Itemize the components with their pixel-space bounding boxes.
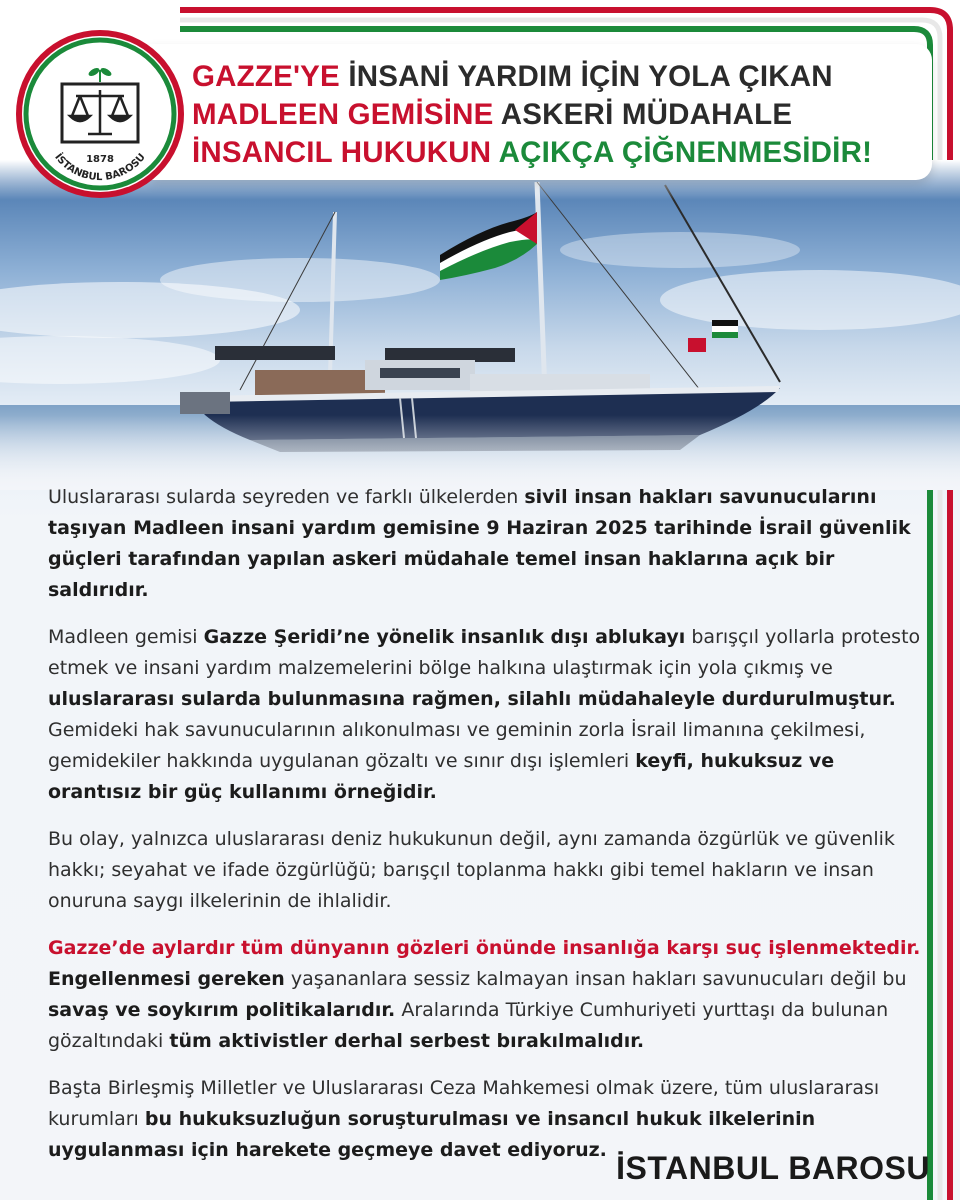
p4-bold-2: savaş ve soykırım politikalarıdır. — [48, 999, 396, 1021]
p2-bold-1: Gazze Şeridi’ne yönelik insanlık dışı ablukayı — [203, 626, 686, 648]
p2-text-3: Gemideki hak savunucularının alıkonulması ve geminin zorla İsrail limanına çekilmesi, gemidekiler hakkında uygulanan gözaltı ve sınır dışı işlemleri — [48, 719, 866, 772]
statement-body — [48, 482, 928, 1182]
p4-bold-1: Engellenmesi gereken — [48, 968, 285, 990]
scales-icon — [62, 84, 138, 142]
title-line-2 — [192, 96, 912, 134]
p4-text-2: Aralarında Türkiye Cumhuriyeti yurttaşı da bulunan gözaltındaki — [48, 999, 889, 1052]
p1-text: Uluslararası sularda seyreden ve farklı ülkelerden — [48, 486, 525, 508]
p3-text: Bu olay, yalnızca uluslararası deniz hukukunun değil, aynı zamanda özgürlük ve güvenlik hakkı; seyahat ve ifade özgürlüğü; barışçıl toplanma hakkı gibi temel hakların ve insan onuruna saygı ilkelerinin de ihlalidir. — [48, 828, 895, 912]
p5-text: Başta Birleşmiş Milletler ve Uluslararası Ceza Mahkemesi olmak üzere, tüm uluslararası kurumları — [48, 1077, 880, 1130]
p4-bold-3: tüm aktivistler derhal serbest bırakılmalıdır. — [169, 1030, 645, 1052]
title-line-1 — [192, 58, 912, 96]
logo-name-path: İSTANBUL BAROSU — [52, 151, 148, 184]
istanbul-bar-logo — [14, 28, 186, 200]
p2-bold-2: uluslararası sularda bulunmasına rağmen, silahlı müdahaleyle durdurulmuştur. — [48, 688, 896, 710]
title-line-1-highlight: GAZZE'YE — [192, 60, 340, 93]
p2-bold-3: keyfi, hukuksuz ve orantısız bir güç kullanımı örneğidir. — [48, 750, 835, 803]
page-title — [192, 58, 912, 172]
title-line-1-rest: İNSANİ YARDIM İÇİN YOLA ÇIKAN — [339, 60, 833, 93]
paragraph-4 — [48, 933, 928, 1057]
p4-red-headline: Gazze’de aylardır tüm dünyanın gözleri önünde insanlığa karşı suç işlenmektedir. — [48, 937, 921, 959]
p1-bold: sivil insan hakları savunucularını taşıyan Madleen insani yardım gemisine 9 Haziran 2025 tarihinde İsrail güvenlik güçleri tarafından yapılan askeri müdahale temel insan haklarına açık bir saldırıdır. — [48, 486, 911, 601]
title-line-3 — [192, 134, 912, 172]
paragraph-1 — [48, 482, 928, 606]
title-line-3-rest: AÇIKÇA ÇİĞNENMESİDİR! — [491, 136, 873, 169]
paragraph-2 — [48, 622, 928, 808]
signature: İSTANBUL BAROSU — [616, 1150, 930, 1186]
title-line-2-rest: ASKERİ MÜDAHALE — [493, 98, 793, 131]
title-banner — [150, 44, 932, 180]
paragraph-3 — [48, 824, 928, 917]
ship-photo — [0, 160, 960, 490]
p5-bold: bu hukuksuzluğun soruşturulması ve insancıl hukuk ilkelerinin uygulanması için harekete geçmeye davet ediyoruz. — [48, 1108, 816, 1161]
p2-text-1: Madleen gemisi — [48, 626, 204, 648]
logo-year: 1878 — [86, 154, 114, 165]
title-line-2-highlight: MADLEEN GEMİSİNE — [192, 98, 494, 131]
p2-text-2: barışçıl yollarla protesto etmek ve insani yardım malzemelerini bölge halkına ulaştırmak için yola çıkmış ve — [48, 626, 921, 679]
p4-text-1: yaşananlara sessiz kalmayan insan hakları savunucuları değil bu — [284, 968, 907, 990]
title-line-3-highlight: İNSANCIL HUKUKUN — [192, 136, 492, 169]
